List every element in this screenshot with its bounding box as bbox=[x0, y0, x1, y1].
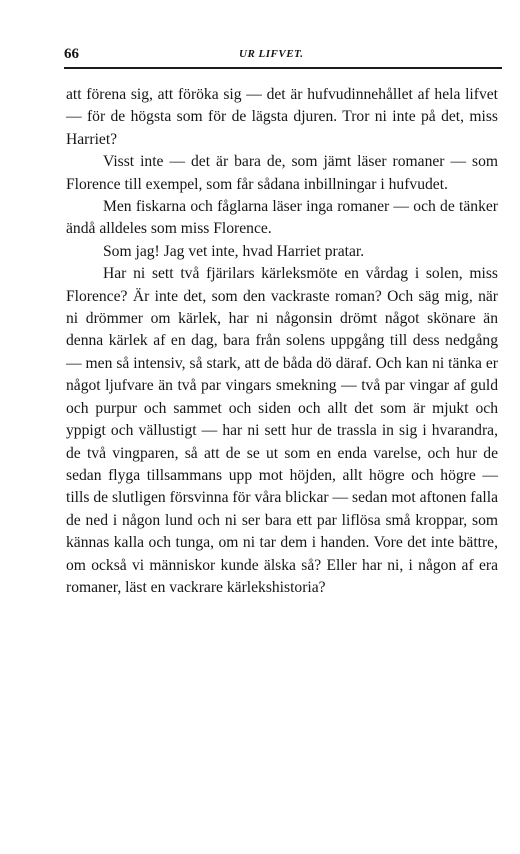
page-number: 66 bbox=[64, 46, 79, 62]
header-rule bbox=[64, 67, 502, 69]
paragraph: Men fiskarna och fåglarna läser inga romaner — och de tänker ändå alldeles som miss Florence. bbox=[66, 198, 498, 238]
page-header bbox=[64, 44, 502, 66]
text-body bbox=[66, 84, 498, 599]
paragraph: Som jag! Jag vet inte, hvad Harriet pratar. bbox=[103, 242, 365, 260]
paragraph: Visst inte — det är bara de, som jämt läser romaner — som Florence till exempel, som får sådana inbillningar i hufvudet. bbox=[66, 153, 498, 193]
paragraph: Har ni sett två fjärilars kärleksmöte en vårdag i solen, miss Florence? Är inte det, som den vackraste roman? Och säg mig, när ni drömmer om kärlek, har ni någonsin drömt något skönare än denna kärlek af en dag, bara från solens uppgång till dess nedgång — men så intensiv, så stark, att de båda dö däraf. Och kan ni tänka er något ljufvare än två par vingars smekning — två par vingar af guld och purpur och sammet och siden och allt det som är mjukt och yppigt och vällustigt — har ni sett hur de trassla in sig i hvarandra, de två vingparen, så att de se ut som en enda varelse, och hur de sedan flyga tillsammans upp mot höjden, allt högre och högre — tills de slutligen försvinna för våra blickar — sedan mot aftonen falla de ned i någon lund och ni ser bara ett par liflösa små kroppar, som kännas kalla och tunga, om ni tar dem i handen. Vore det inte bättre, om också vi människor kunde älska så? Eller har ni, i någon af era romaner, läst en vackrare kärlekshistoria? bbox=[66, 265, 498, 596]
running-title: UR LIFVET. bbox=[239, 48, 304, 60]
paragraph-continuation: att förena sig, att föröka sig — det är hufvudinnehållet af hela lifvet — för de högsta som för de lägsta djuren. Tror ni inte på det, miss Harriet? bbox=[66, 86, 498, 148]
